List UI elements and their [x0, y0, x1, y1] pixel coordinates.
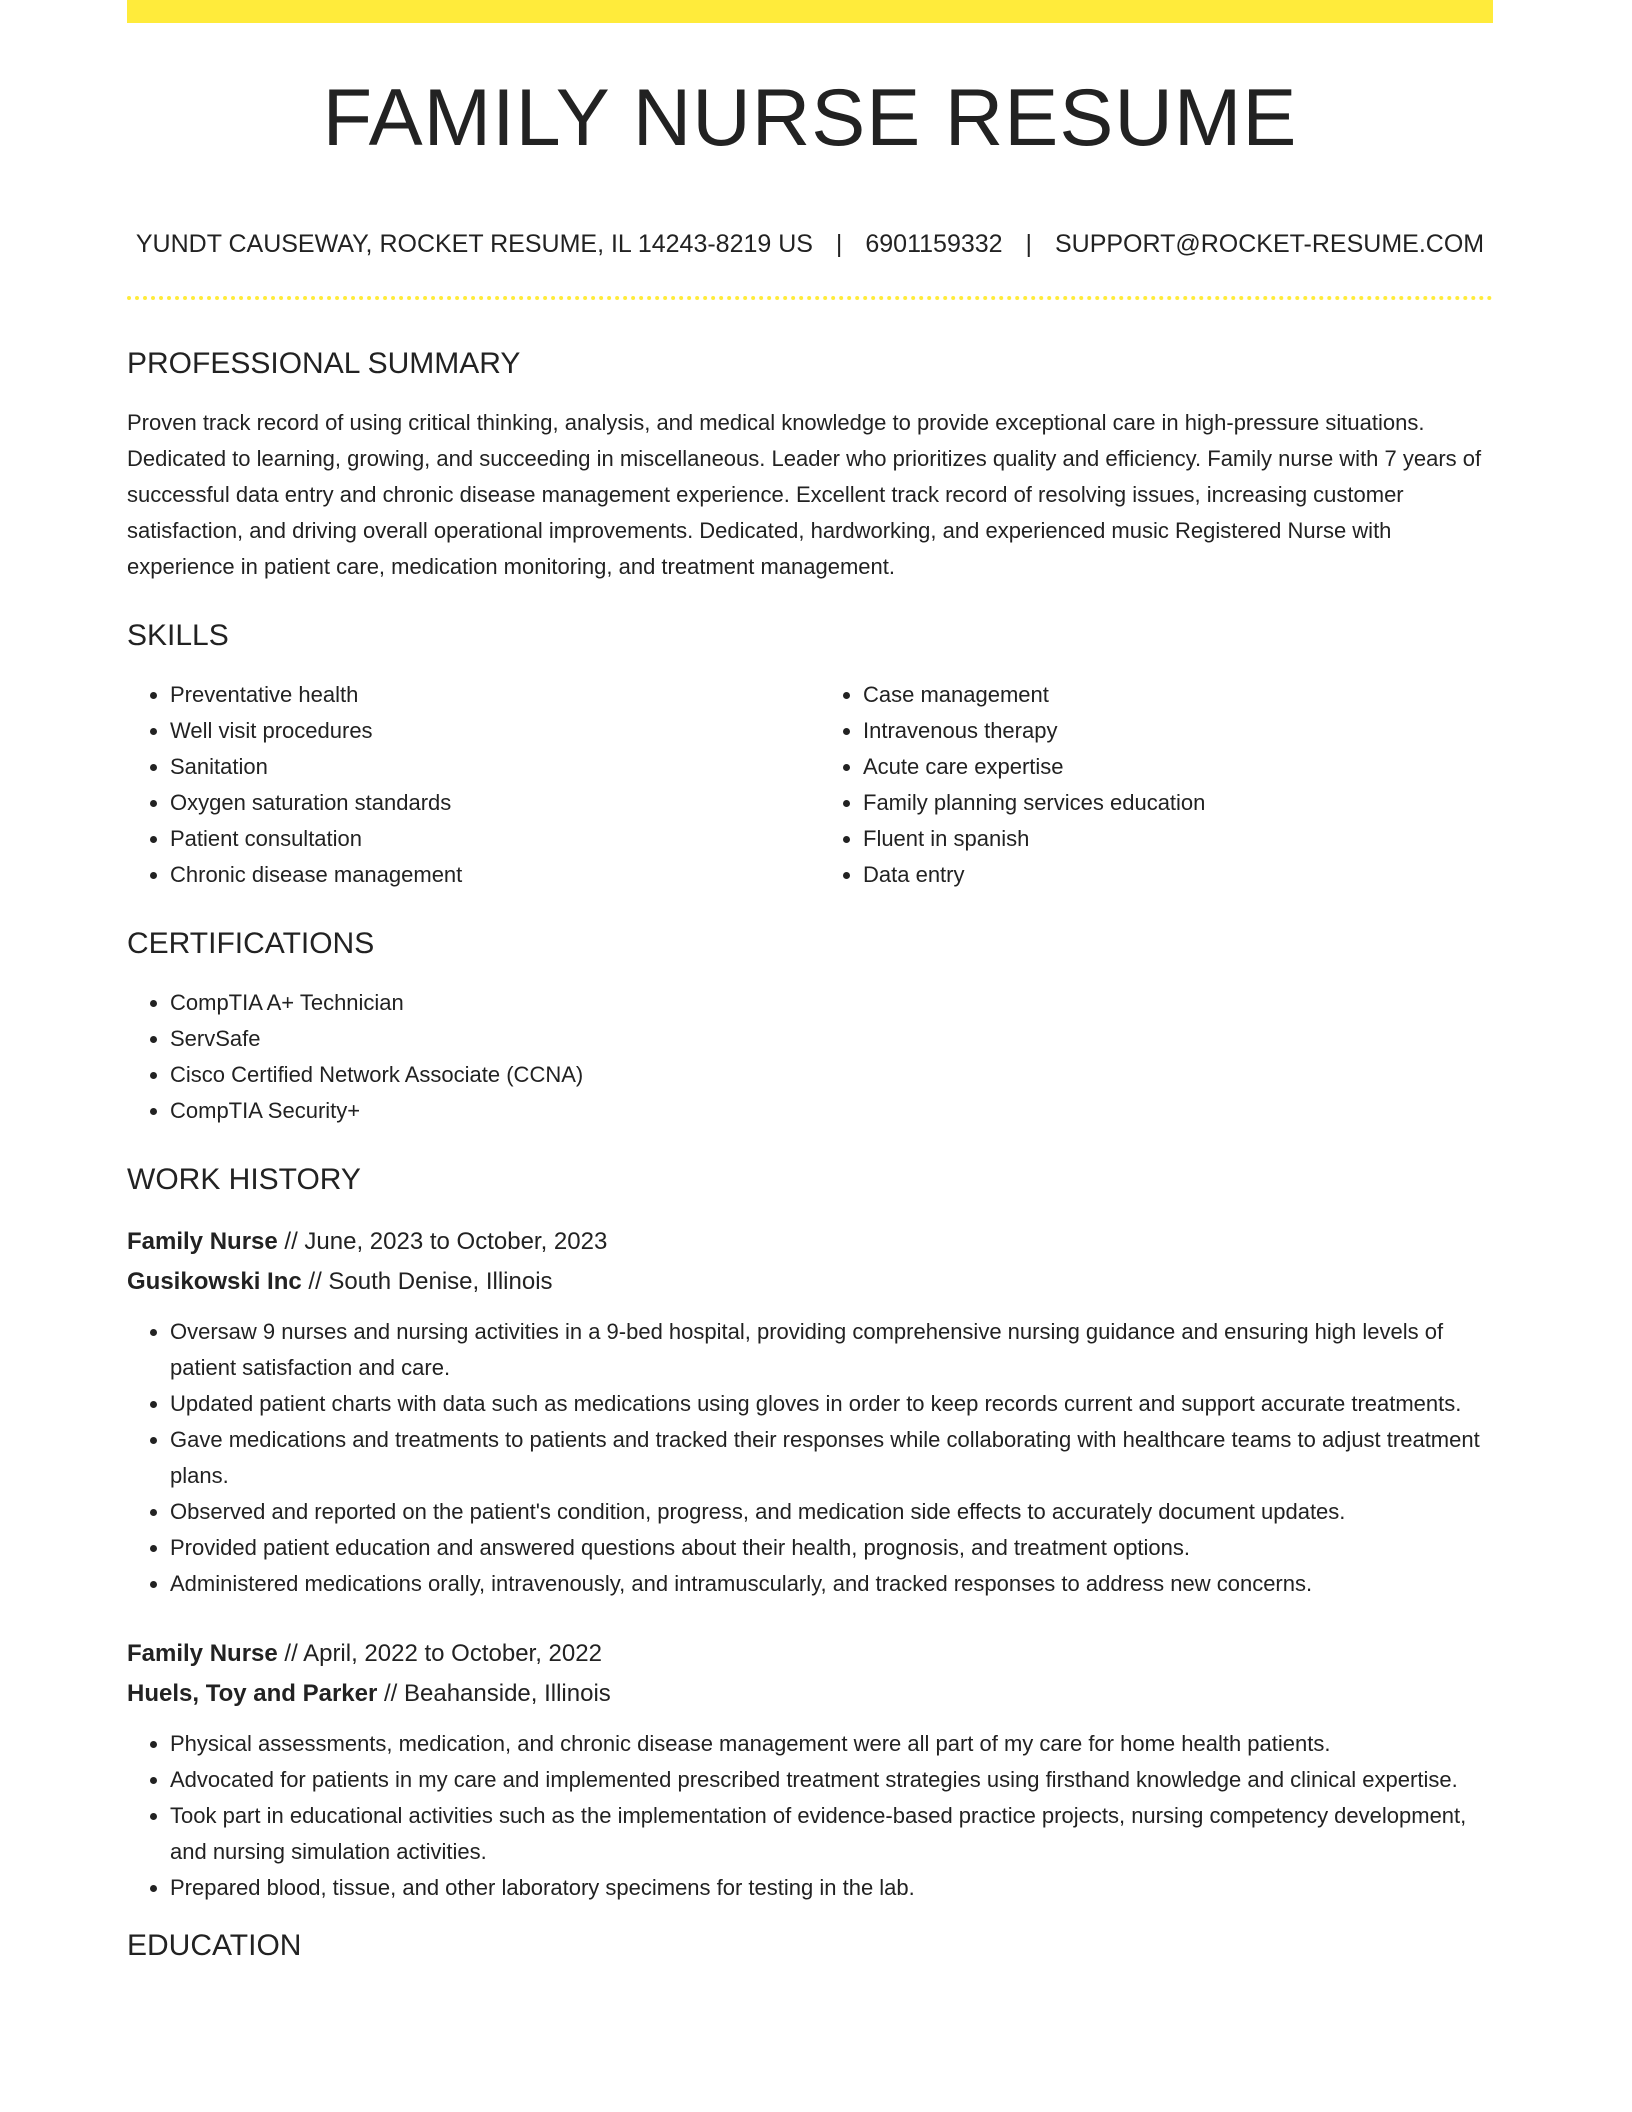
certifications-list [127, 985, 1493, 1129]
skill-item: • Preventative health [170, 677, 800, 713]
job-bullet: • Provided patient education and answered questions about their health, prognosis, and treatment options. [170, 1530, 1493, 1566]
job-bullet: • Updated patient charts with data such as medications using gloves in order to keep records current and support accurate treatments. [170, 1386, 1493, 1422]
job-dates: // April, 2022 to October, 2022 [284, 1640, 602, 1667]
contact-separator-2: | [1025, 230, 1033, 258]
job-role-line [127, 1634, 1493, 1674]
contact-email: SUPPORT@ROCKET-RESUME.COM [1054, 230, 1485, 258]
job-bullets [127, 1314, 1493, 1602]
education-heading: EDUCATION [127, 1929, 302, 1962]
job-bullet: • Physical assessments, medication, and chronic disease management were all part of my care for home health patients. [170, 1726, 1493, 1762]
skill-item: • Chronic disease management [170, 857, 800, 893]
work-history-heading: WORK HISTORY [127, 1163, 361, 1196]
skills-heading: SKILLS [127, 619, 229, 652]
job-bullet: • Gave medications and treatments to patients and tracked their responses while collaborating with healthcare teams to adjust treatment plans. [170, 1422, 1493, 1494]
resume-title: FAMILY NURSE RESUME [322, 73, 1298, 163]
job-bullet: • Took part in educational activities such as the implementation of evidence-based practice projects, nursing competency development, and nursing simulation activities. [170, 1798, 1493, 1870]
job-company: Gusikowski Inc [127, 1268, 302, 1295]
certification-item: • CompTIA Security+ [170, 1093, 1493, 1129]
certification-item: • ServSafe [170, 1021, 1493, 1057]
resume-content [127, 23, 1493, 1962]
job-dates: // June, 2023 to October, 2023 [284, 1228, 608, 1255]
contact-separator-1: | [835, 230, 843, 258]
skill-item: • Case management [863, 677, 1493, 713]
job-bullet: • Administered medications orally, intravenously, and intramuscularly, and tracked responses to address new concerns. [170, 1566, 1493, 1602]
skill-item: • Family planning services education [863, 785, 1493, 821]
skill-item: • Patient consultation [170, 821, 800, 857]
job-role: Family Nurse [127, 1228, 278, 1255]
skill-item: • Sanitation [170, 749, 800, 785]
contact-address: YUNDT CAUSEWAY, ROCKET RESUME, IL 14243-8219 US [135, 230, 813, 258]
certification-item: • Cisco Certified Network Associate (CCNA) [170, 1057, 1493, 1093]
job-entry-2 [127, 1634, 1493, 1906]
skills-left-list [127, 677, 800, 893]
skill-item: • Intravenous therapy [863, 713, 1493, 749]
job-location: // Beahanside, Illinois [383, 1680, 611, 1707]
professional-summary-heading: PROFESSIONAL SUMMARY [127, 347, 521, 380]
job-entry-1 [127, 1222, 1493, 1602]
job-bullet: • Oversaw 9 nurses and nursing activities in a 9-bed hospital, providing comprehensive nursing guidance and ensuring high levels of patient satisfaction and care. [170, 1314, 1493, 1386]
certification-item: • CompTIA A+ Technician [170, 985, 1493, 1021]
skills-grid [127, 677, 1493, 893]
contact-line [127, 232, 1493, 257]
job-company: Huels, Toy and Parker [127, 1680, 378, 1707]
job-company-line [127, 1674, 1493, 1714]
job-bullet: • Observed and reported on the patient's condition, progress, and medication side effects to accurately document updates. [170, 1494, 1493, 1530]
skill-item: • Acute care expertise [863, 749, 1493, 785]
professional-summary-text: Proven track record of using critical thinking, analysis, and medical knowledge to provide exceptional care in high-pressure situations. Dedicated to learning, growing, and succeeding in miscellaneous. Leader who prioritizes quality and efficiency. Family nurse with 7 years of successful data entry and chronic disease management experience. Excellent track record of resolving issues, increasing customer satisfaction, and driving overall operational improvements. Dedicated, hardworking, and experienced music Registered Nurse with experience in patient care, medication monitoring, and treatment management. [127, 410, 1482, 579]
job-role: Family Nurse [127, 1640, 278, 1667]
job-bullets [127, 1726, 1493, 1906]
skill-item: • Fluent in spanish [863, 821, 1493, 857]
top-accent-bar [127, 0, 1493, 23]
skill-item: • Well visit procedures [170, 713, 800, 749]
job-bullet: • Prepared blood, tissue, and other laboratory specimens for testing in the lab. [170, 1870, 1493, 1906]
certifications-heading: CERTIFICATIONS [127, 927, 375, 960]
job-bullet: • Advocated for patients in my care and implemented prescribed treatment strategies using firsthand knowledge and clinical expertise. [170, 1762, 1493, 1798]
job-company-line [127, 1262, 1493, 1302]
job-location: // South Denise, Illinois [308, 1268, 553, 1295]
skill-item: • Oxygen saturation standards [170, 785, 800, 821]
dotted-divider [127, 296, 1493, 300]
contact-phone: 6901159332 [865, 230, 1003, 258]
skills-right-list [820, 677, 1493, 893]
skill-item: • Data entry [863, 857, 1493, 893]
job-role-line [127, 1222, 1493, 1262]
